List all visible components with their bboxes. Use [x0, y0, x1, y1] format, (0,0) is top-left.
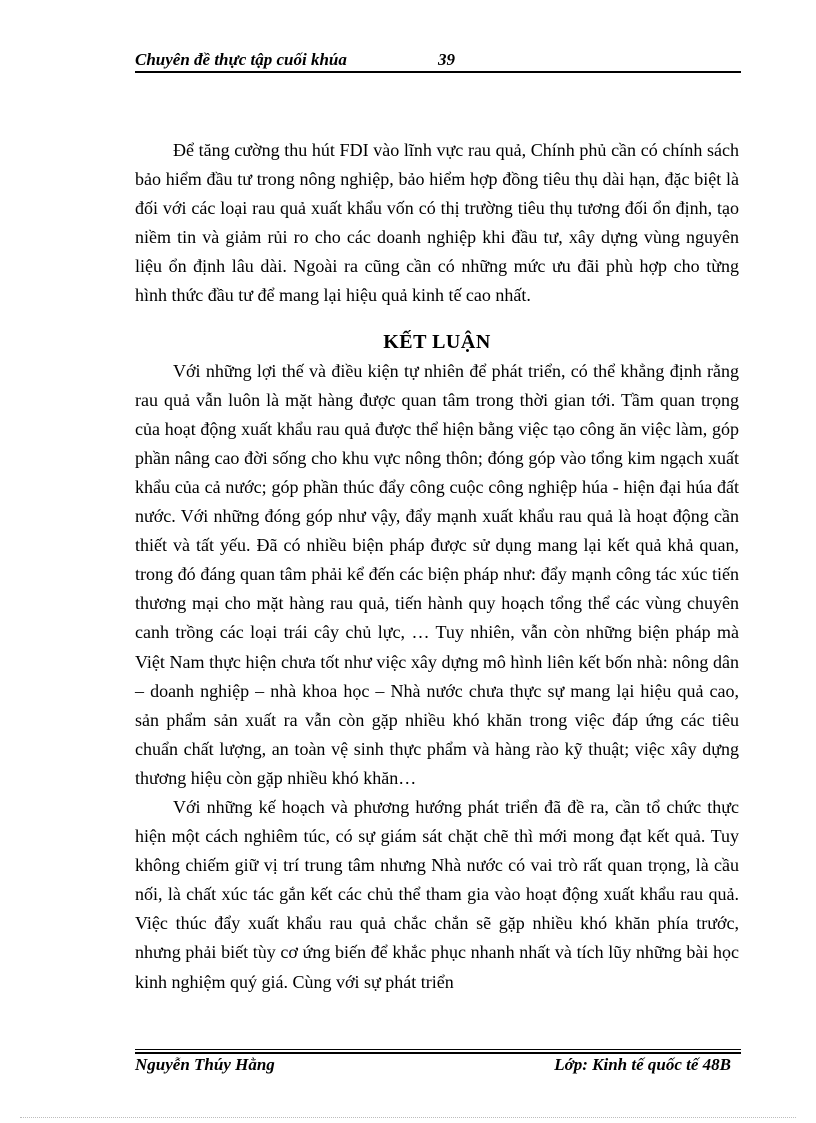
page-header — [135, 50, 741, 72]
class-name: Lớp: Kinh tế quốc tế 48B — [554, 1055, 731, 1074]
page-footer — [135, 1054, 741, 1078]
footer-rule-thin — [135, 1049, 741, 1050]
section-heading: KẾT LUẬN — [383, 330, 491, 353]
body-paragraph-conclusion: Với những lợi thế và điều kiện tự nhiên để phát triển, có thể khẳng định rằng rau quả vẫn luôn là mặt hàng được quan tâm trong thời gian tới. Tầm quan trọng của hoạt động xuất khẩu rau quả được thể hiện bằng việc tạo công ăn việc làm, góp phần nâng cao đời sống cho khu vực nông thôn; đóng góp vào tổng kim ngạch xuất khẩu của cả nước; góp phần thúc đẩy công cuộc công nghiệp húa - hiện đại húa đất nước. Với những đóng góp như vậy, đẩy mạnh xuất khẩu rau quả là hoạt động cần thiết và tất yếu. Đã có nhiều biện pháp được sử dụng mang lại kết quả khả quan, trong đó đáng quan tâm phải kể đến các biện pháp như: đẩy mạnh công tác xúc tiến thương mại cho mặt hàng rau quả, tiến hành quy hoạch tổng thể các vùng chuyên canh trồng các loại trái cây chủ lực, … Tuy nhiên, vẫn còn những biện pháp mà Việt Nam thực hiện chưa tốt như việc xây dựng mô hình liên kết bốn nhà: nông dân – doanh nghiệp – nhà khoa học – Nhà nước chưa thực sự mang lại hiệu quả cao, sản phẩm sản xuất ra vẫn còn gặp nhiều khó khăn trong việc đáp ứng các tiêu chuẩn chất lượng, an toàn vệ sinh thực phẩm và hàng rào kỹ thuật; việc xây dựng thương hiệu còn gặp nhiều khó khăn… — [135, 360, 739, 788]
body-paragraph-plans: Với những kế hoạch và phương hướng phát triển đã đề ra, cần tổ chức thực hiện một cách nghiêm túc, có sự giám sát chặt chẽ thì mới mong đạt kết quả. Tuy không chiếm giữ vị trí trung tâm nhưng Nhà nước có vai trò rất quan trọng, là cầu nối, là chất xúc tác gắn kết các chủ thể tham gia vào hoạt động xuất khẩu rau quả. Việc thúc đẩy xuất khẩu rau quả chắc chắn sẽ gặp nhiều khó khăn phía trước, nhưng phải biết tùy cơ ứng biến để khắc phục nhanh nhất và tích lũy những bài học kinh nghiệm quý giá. Cùng với sự phát triển — [135, 796, 739, 992]
page-number: 39 — [438, 50, 455, 69]
page-edge-divider — [20, 1117, 796, 1118]
page-body — [135, 136, 739, 997]
author-name: Nguyễn Thúy Hằng — [135, 1055, 275, 1074]
body-paragraph-fdi: Để tăng cường thu hút FDI vào lĩnh vực rau quả, Chính phủ cần có chính sách bảo hiểm đầu tư trong nông nghiệp, bảo hiểm hợp đồng tiêu thụ dài hạn, đặc biệt là đối với các loại rau quả xuất khẩu vốn có thị trường tiêu thụ tương đối ổn định, tạo niềm tin và giảm rủi ro cho các doanh nghiệp khi đầu tư, xây dựng vùng nguyên liệu ổn định lâu dài. Ngoài ra cũng cần có những mức ưu đãi phù hợp cho từng hình thức đầu tư để mang lại hiệu quả kinh tế cao nhất. — [135, 140, 739, 306]
header-rule — [135, 71, 741, 73]
course-title: Chuyên đề thực tập cuối khúa — [135, 50, 347, 69]
